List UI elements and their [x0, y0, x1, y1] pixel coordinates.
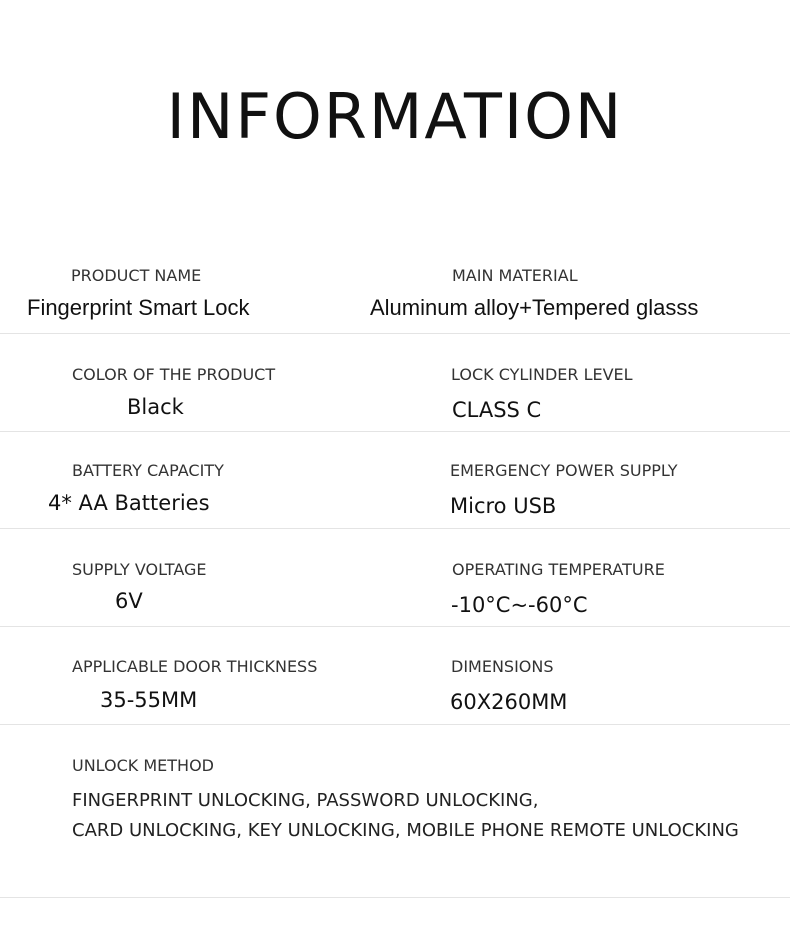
battery-value: 4* AA Batteries: [48, 491, 210, 515]
page-title: INFORMATION: [166, 80, 624, 153]
emergency-power-label: EMERGENCY POWER SUPPLY: [450, 461, 678, 480]
battery-label: BATTERY CAPACITY: [72, 461, 224, 480]
row-divider: [0, 528, 790, 529]
main-material-value: Aluminum alloy+Tempered glasss: [370, 295, 699, 320]
lock-cylinder-label: LOCK CYLINDER LEVEL: [451, 365, 633, 384]
emergency-power-value: Micro USB: [450, 494, 557, 518]
product-name-label: PRODUCT NAME: [71, 266, 202, 285]
lock-cylinder-value: CLASS C: [452, 398, 542, 422]
door-thickness-label: APPLICABLE DOOR THICKNESS: [72, 657, 318, 676]
color-value: Black: [127, 395, 184, 419]
temperature-value: -10°C~-60°C: [451, 593, 588, 617]
color-label: COLOR OF THE PRODUCT: [72, 365, 276, 384]
row-divider: [0, 626, 790, 627]
unlock-method-line-1: FINGERPRINT UNLOCKING, PASSWORD UNLOCKING,: [72, 790, 539, 811]
dimensions-label: DIMENSIONS: [451, 657, 554, 676]
row-divider: [0, 431, 790, 432]
unlock-method-line-2: CARD UNLOCKING, KEY UNLOCKING, MOBILE PHONE REMOTE UNLOCKING: [72, 820, 739, 841]
door-thickness-value: 35-55MM: [100, 688, 198, 712]
temperature-label: OPERATING TEMPERATURE: [452, 560, 665, 579]
product-name-value: Fingerprint Smart Lock: [27, 295, 250, 320]
unlock-method-label: UNLOCK METHOD: [72, 756, 214, 775]
voltage-label: SUPPLY VOLTAGE: [72, 560, 207, 579]
row-divider: [0, 724, 790, 725]
row-divider: [0, 897, 790, 898]
dimensions-value: 60X260MM: [450, 690, 568, 714]
main-material-label: MAIN MATERIAL: [452, 266, 578, 285]
voltage-value: 6V: [115, 589, 143, 613]
row-divider: [0, 333, 790, 334]
